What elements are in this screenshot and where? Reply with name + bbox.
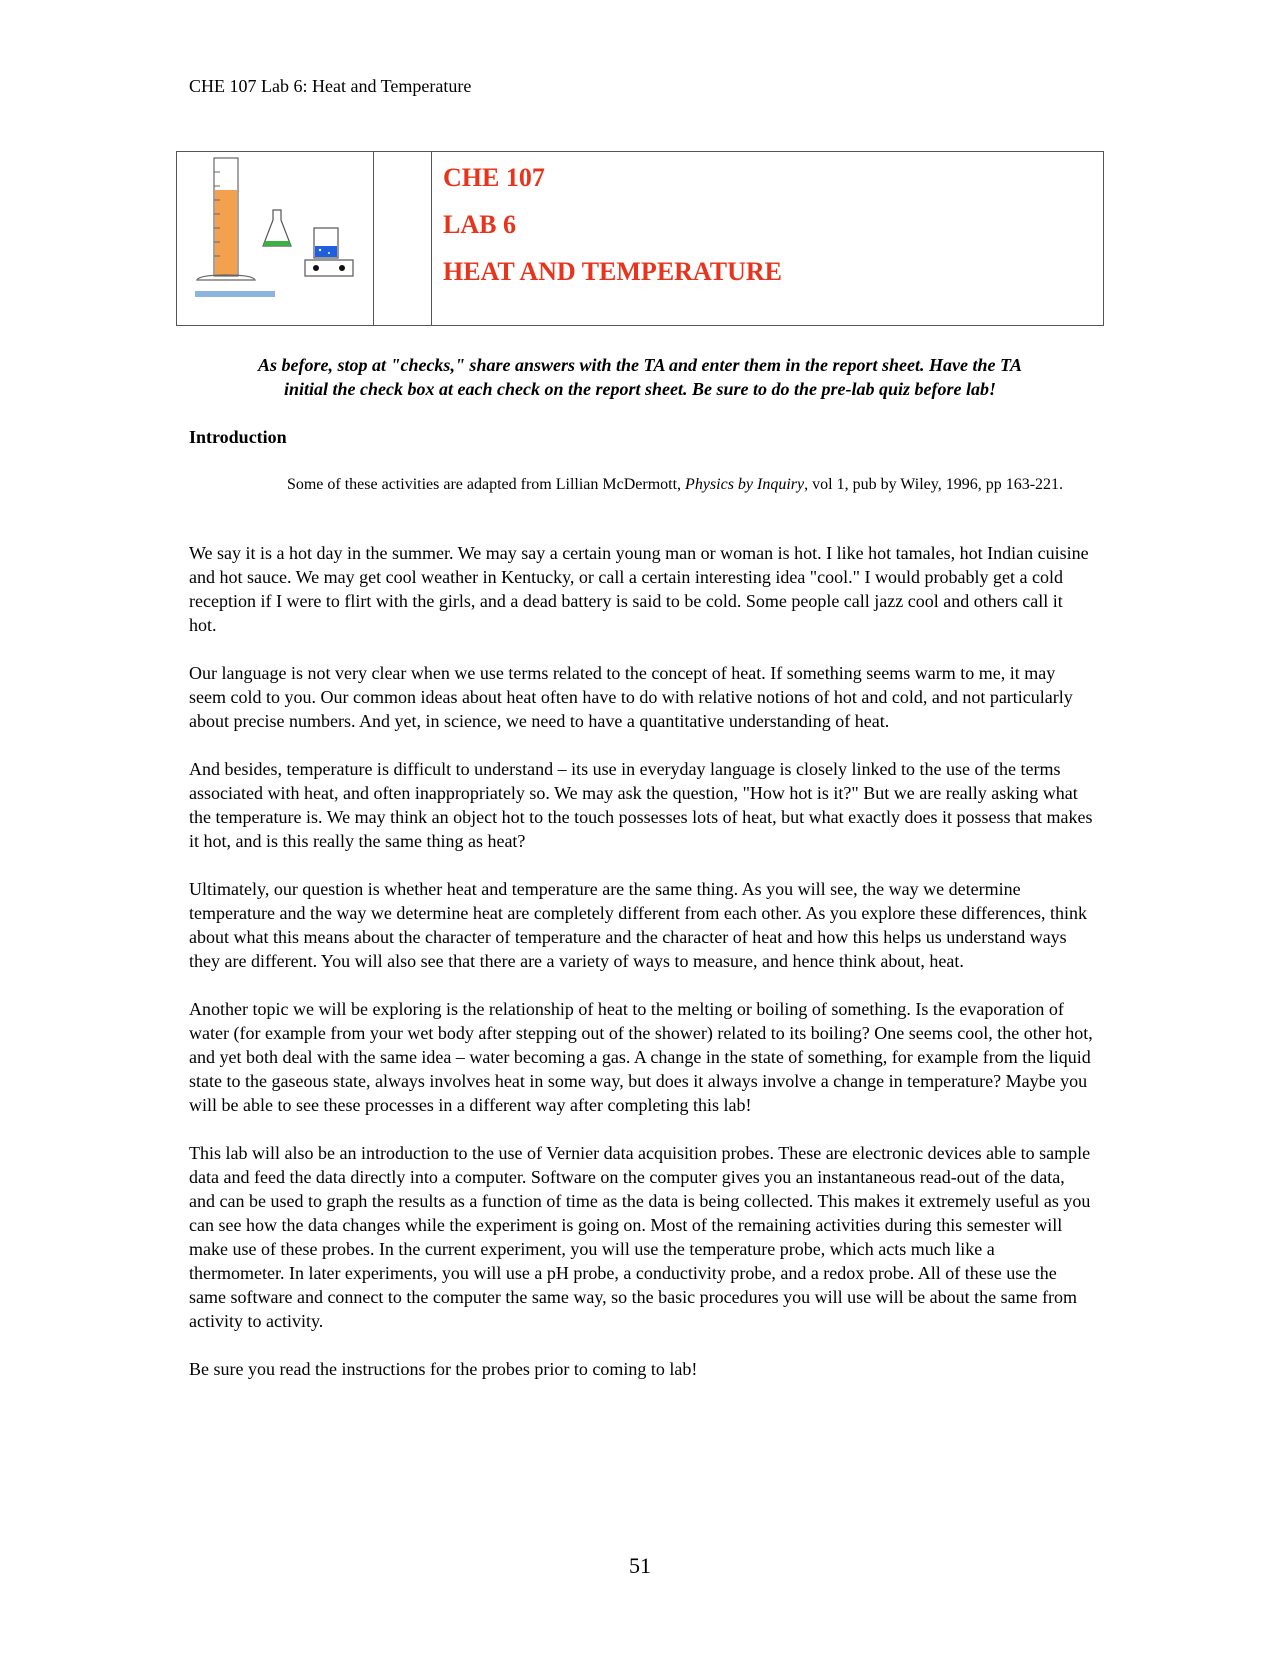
title-box [176,151,1104,326]
paragraph: Be sure you read the instructions for the probes prior to coming to lab! [189,1359,698,1379]
instructions [176,353,1104,401]
page-number: 51 [629,1553,651,1578]
instructions-line: initial the check box at each check on the report sheet. Be sure to do the pre-lab quiz before lab! [284,379,996,399]
paragraph: And besides, temperature is difficult to understand – its use in everyday language is closely linked to the use of the terms associated with heat, and often inappropriately so. We may ask the question, "How hot is it?" But we are really asking what the temperature is. We may think an object hot to the touch possesses lots of heat, but what exactly does it possess that makes it hot, and is this really the same thing as heat? [189,759,1093,851]
flask-icon [263,210,291,246]
paragraph: Our language is not very clear when we use terms related to the concept of heat. If something seems warm to me, it may seem cold to you. Our common ideas about heat often have to do with relative notions of hot and cold, and not particularly about precise numbers. And yet, in science, we need to have a quantitative understanding of heat. [189,663,1073,731]
book-title: Physics by Inquiry [685,476,805,493]
attribution-text: , vol 1, pub by Wiley, 1996, pp 163-221. [804,476,1064,493]
title-box-divider [431,152,432,325]
paragraph: This lab will also be an introduction to the use of Vernier data acquisition probes. These are electronic devices able to sample data and feed the data directly into a computer. Software on the computer gives you an instantaneous read-out of the data, and can be used to graph the results as a function of time as the data is being collected. This makes it extremely useful as you can see how the data changes while the experiment is going on. Most of the remaining activities during this semester will make use of these probes. In the current experiment, you will use the temperature probe, which acts much like a thermometer. In later experiments, you will use a pH probe, a conductivity probe, and a redox probe. All of these use the same software and connect to the computer the same way, so the basic procedures you will use will be about the same from activity to activity. [189,1143,1091,1331]
running-header: CHE 107 Lab 6: Heat and Temperature [189,76,472,96]
beaker-on-hotplate-icon [305,228,353,276]
paragraph: Ultimately, our question is whether heat and temperature are the same thing. As you will see, the way we determine temperature and the way we determine heat are completely different from each other. As you explore these differences, think about what this means about the character of temperature and the character of heat and how this helps us understand ways they are different. You will also see that there are a variety of ways to measure, and hence think about, heat. [189,879,1087,971]
paragraph: Another topic we will be exploring is the relationship of heat to the melting or boiling of something. Is the evaporation of water (for example from your wet body after stepping out of the shower) related to its boiling? One seems cool, the other hot, and yet both deal with the same idea – water becoming a gas. A change in the state of something, for example from the liquid state to the gaseous state, always involves heat in some way, but does it always involve a change in temperature? Maybe you will be able to see these processes in a different way after completing this lab! [189,999,1093,1115]
base-plate [195,291,275,297]
course-code: CHE 107 [443,163,545,192]
graduated-cylinder-icon [197,158,255,280]
section-heading: Introduction [189,427,287,447]
lab-equipment-illustration [187,152,367,324]
instructions-line: As before, stop at "checks," share answers with the TA and enter them in the report sheet. Have the TA [257,355,1023,375]
introduction-body [189,541,1094,1405]
title-lines [443,154,782,295]
attribution [260,474,1090,496]
lab-number: LAB 6 [443,210,516,239]
title-box-divider [373,152,374,325]
attribution-text: Some of these activities are adapted from Lillian McDermott, [286,476,686,493]
paragraph: We say it is a hot day in the summer. We may say a certain young man or woman is hot. I like hot tamales, hot Indian cuisine and hot sauce. We may get cool weather in Kentucky, or call a certain interesting idea "cool." I would probably get a cold reception if I were to flirt with the girls, and a dead battery is said to be cold. Some people call jazz cool and others call it hot. [189,543,1089,635]
lab-title: HEAT AND TEMPERATURE [443,257,783,286]
